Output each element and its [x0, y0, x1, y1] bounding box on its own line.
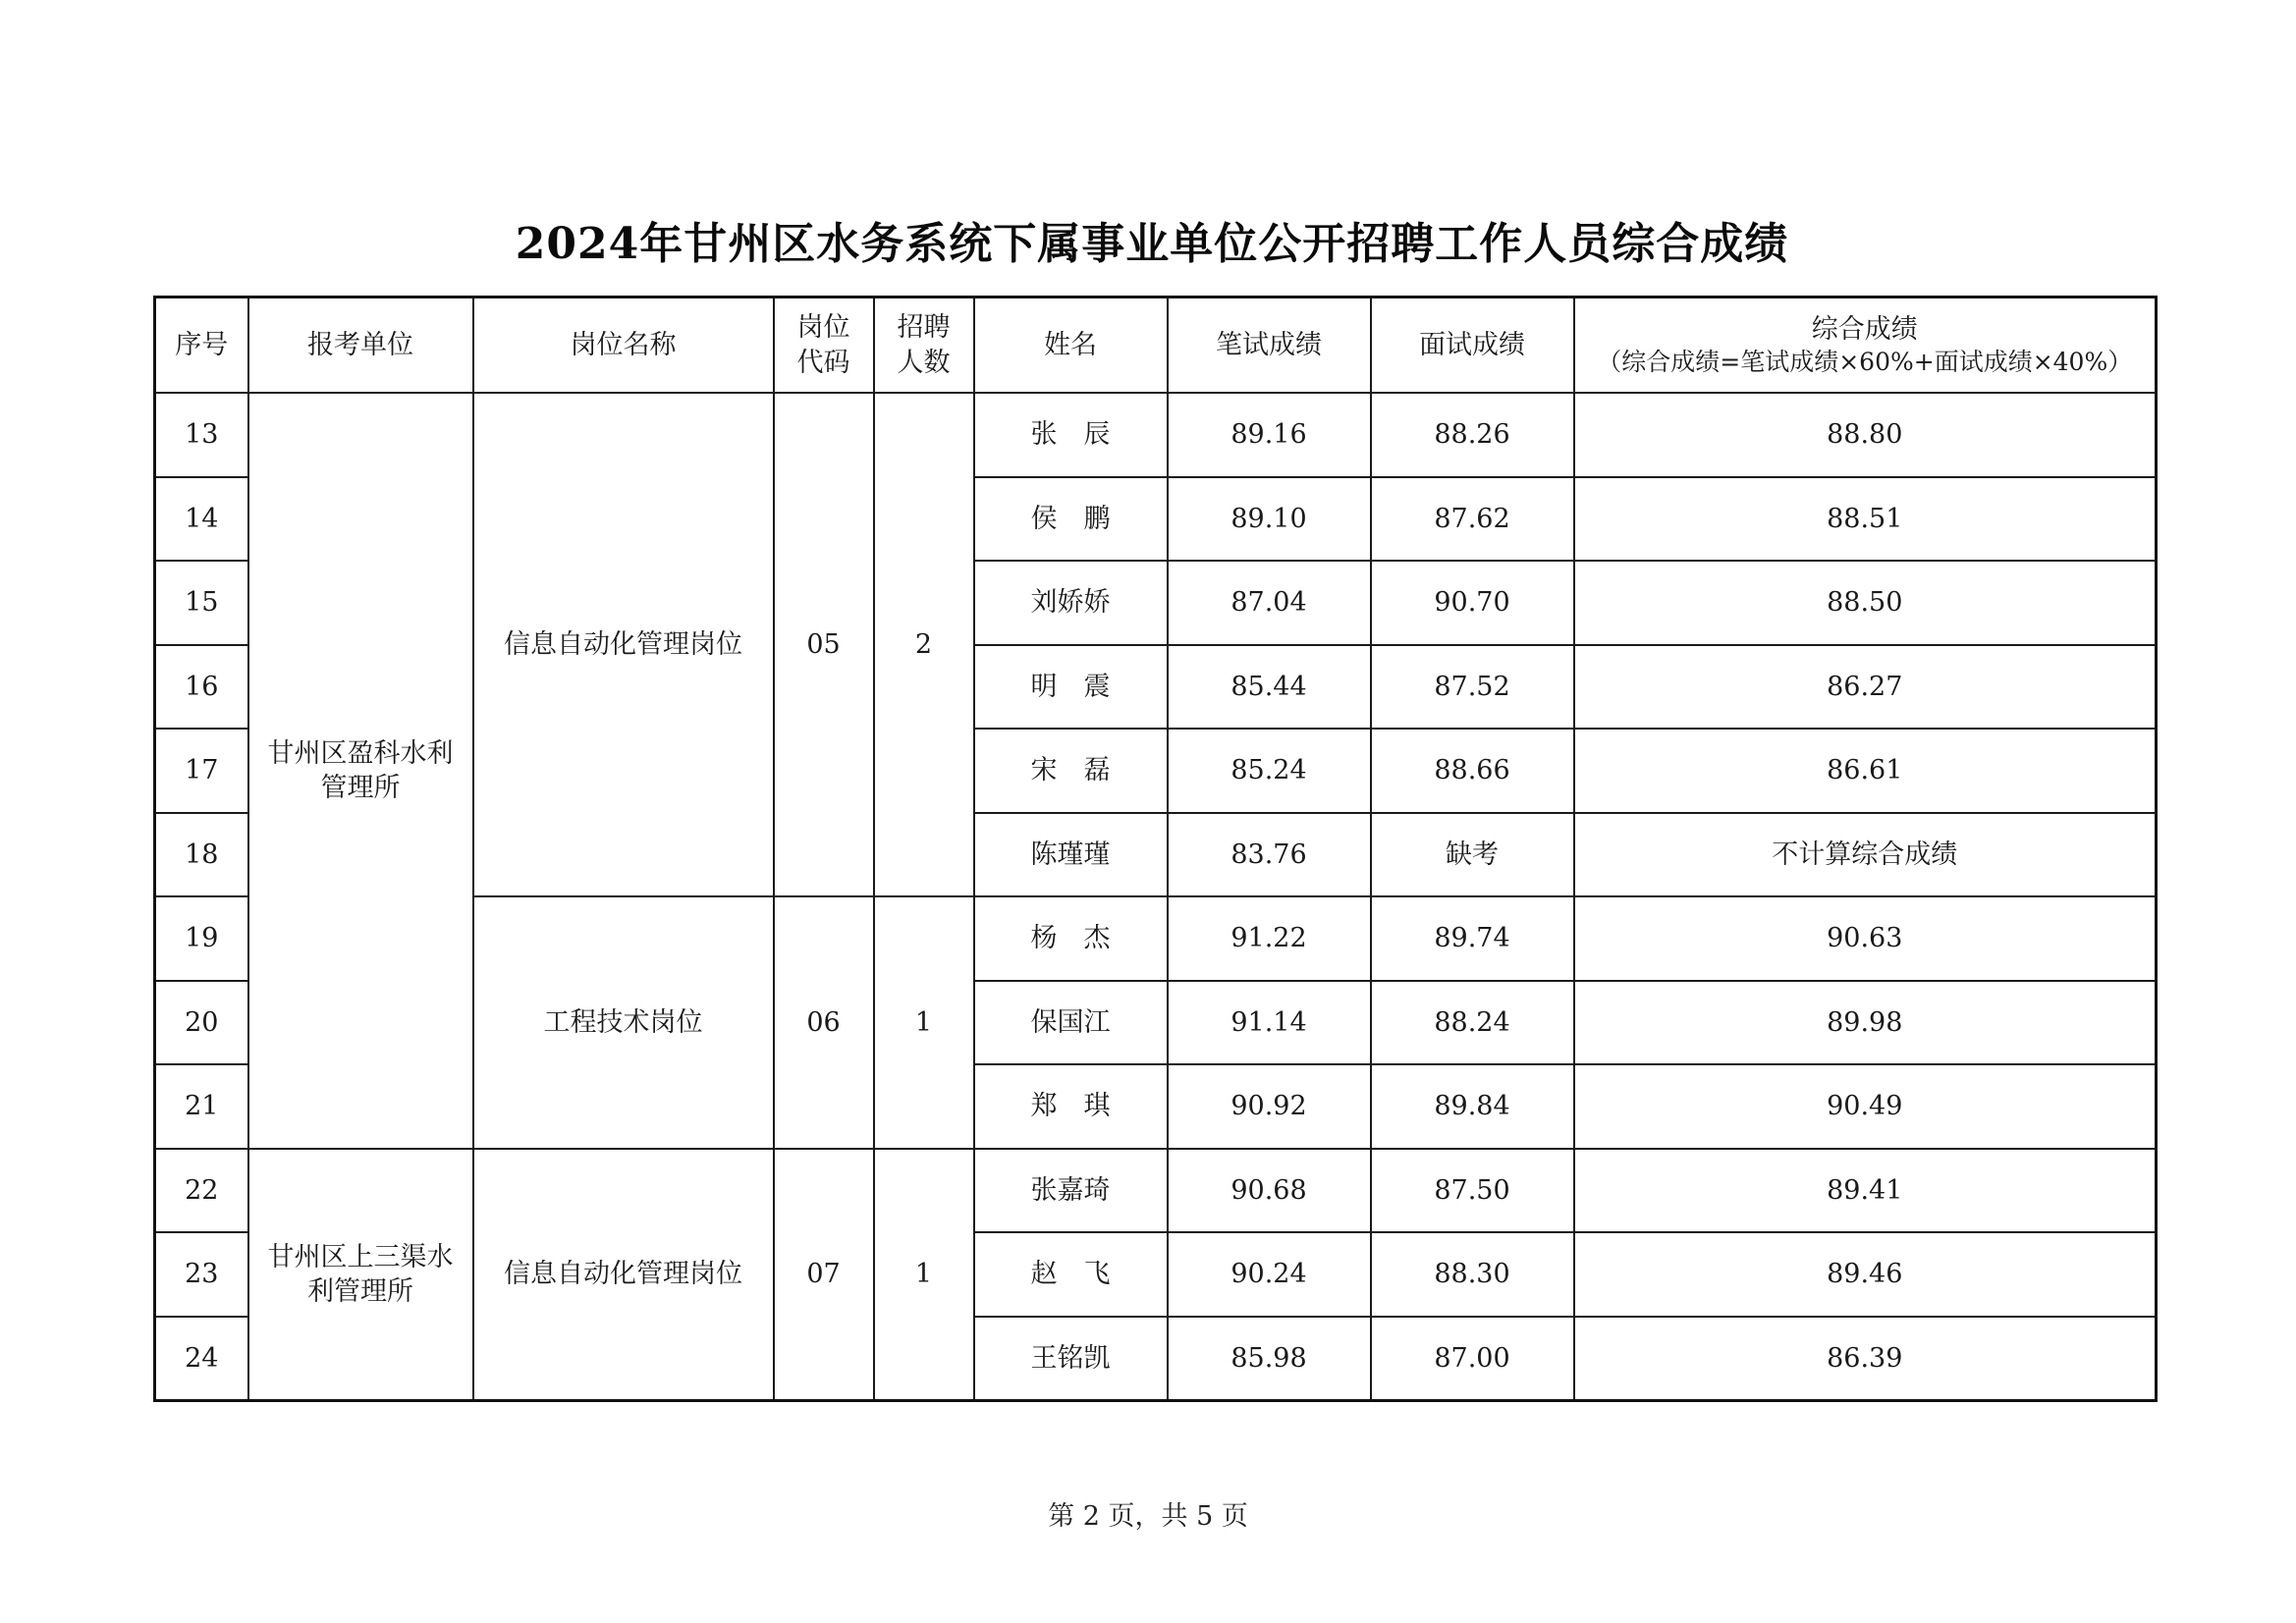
cell-name: 刘娇娇 [974, 561, 1168, 645]
cell-hire-2: 1 [874, 896, 974, 1149]
cell-interview: 88.24 [1371, 981, 1574, 1065]
cell-name: 张嘉琦 [974, 1149, 1168, 1233]
header-total [1574, 298, 2157, 394]
cell-interview: 88.30 [1371, 1232, 1574, 1317]
cell-interview: 90.70 [1371, 561, 1574, 645]
cell-seq: 14 [155, 477, 248, 562]
cell-seq: 19 [155, 896, 248, 981]
page-title: 2024年甘州区水务系统下属事业单位公开招聘工作人员综合成绩 [515, 219, 1789, 269]
cell-name: 赵 飞 [974, 1232, 1168, 1317]
cell-written: 91.22 [1168, 896, 1371, 981]
cell-interview: 87.62 [1371, 477, 1574, 562]
header-name: 姓名 [974, 298, 1168, 394]
cell-total: 88.50 [1574, 561, 2157, 645]
cell-seq: 15 [155, 561, 248, 645]
cell-interview: 缺考 [1371, 813, 1574, 897]
cell-name: 杨 杰 [974, 896, 1168, 981]
cell-name: 侯 鹏 [974, 477, 1168, 562]
cell-interview: 88.26 [1371, 393, 1574, 477]
cell-name: 郑 琪 [974, 1064, 1168, 1149]
cell-total: 89.98 [1574, 981, 2157, 1065]
table-row [155, 393, 2157, 477]
cell-written: 91.14 [1168, 981, 1371, 1065]
cell-total: 89.46 [1574, 1232, 2157, 1317]
header-hire-line2: 人数 [897, 347, 951, 378]
cell-seq: 22 [155, 1149, 248, 1233]
cell-post-1: 信息自动化管理岗位 [473, 393, 774, 896]
cell-code-3: 07 [774, 1149, 874, 1401]
cell-written: 85.24 [1168, 729, 1371, 813]
cell-seq: 24 [155, 1317, 248, 1401]
cell-written: 90.92 [1168, 1064, 1371, 1149]
cell-seq: 20 [155, 981, 248, 1065]
cell-written: 90.24 [1168, 1232, 1371, 1317]
cell-total: 90.63 [1574, 896, 2157, 981]
cell-seq: 17 [155, 729, 248, 813]
cell-seq: 21 [155, 1064, 248, 1149]
cell-name: 王铭凯 [974, 1317, 1168, 1401]
cell-written: 83.76 [1168, 813, 1371, 897]
header-unit: 报考单位 [248, 298, 473, 394]
header-post: 岗位名称 [473, 298, 774, 394]
header-hire-count [874, 298, 974, 394]
cell-name: 张 辰 [974, 393, 1168, 477]
cell-unit-b: 甘州区上三渠水利管理所 [248, 1149, 473, 1401]
cell-post-3: 信息自动化管理岗位 [473, 1149, 774, 1401]
cell-total: 90.49 [1574, 1064, 2157, 1149]
cell-post-2: 工程技术岗位 [473, 896, 774, 1149]
cell-name: 陈瑾瑾 [974, 813, 1168, 897]
header-total-formula: （综合成绩=笔试成绩×60%+面试成绩×40%） [1597, 347, 2133, 376]
header-total-label: 综合成绩 [1811, 313, 1918, 345]
cell-total: 88.51 [1574, 477, 2157, 562]
cell-total: 89.41 [1574, 1149, 2157, 1233]
cell-hire-1: 2 [874, 393, 974, 896]
cell-seq: 16 [155, 645, 248, 730]
cell-written: 89.10 [1168, 477, 1371, 562]
cell-seq: 18 [155, 813, 248, 897]
cell-interview: 89.74 [1371, 896, 1574, 981]
header-code-line2: 代码 [796, 347, 850, 378]
table-row [155, 1149, 2157, 1233]
cell-written: 87.04 [1168, 561, 1371, 645]
header-interview: 面试成绩 [1371, 298, 1574, 394]
cell-name: 明 震 [974, 645, 1168, 730]
header-row [155, 298, 2157, 394]
header-code [774, 298, 874, 394]
header-written: 笔试成绩 [1168, 298, 1371, 394]
cell-code-1: 05 [774, 393, 874, 896]
cell-total: 88.80 [1574, 393, 2157, 477]
cell-code-2: 06 [774, 896, 874, 1149]
cell-total: 86.61 [1574, 729, 2157, 813]
cell-total: 不计算综合成绩 [1574, 813, 2157, 897]
cell-written: 89.16 [1168, 393, 1371, 477]
cell-name: 保国江 [974, 981, 1168, 1065]
cell-interview: 88.66 [1371, 729, 1574, 813]
cell-unit-a: 甘州区盈科水利管理所 [248, 393, 473, 1149]
cell-name: 宋 磊 [974, 729, 1168, 813]
header-code-line1: 岗位 [796, 312, 850, 344]
cell-written: 85.44 [1168, 645, 1371, 730]
cell-interview: 87.00 [1371, 1317, 1574, 1401]
cell-written: 85.98 [1168, 1317, 1371, 1401]
cell-interview: 87.52 [1371, 645, 1574, 730]
page-footer: 第 2 页，共 5 页 [1048, 1501, 1248, 1532]
header-seq: 序号 [155, 298, 248, 394]
cell-written: 90.68 [1168, 1149, 1371, 1233]
cell-hire-3: 1 [874, 1149, 974, 1401]
cell-seq: 13 [155, 393, 248, 477]
cell-interview: 87.50 [1371, 1149, 1574, 1233]
cell-interview: 89.84 [1371, 1064, 1574, 1149]
cell-total: 86.39 [1574, 1317, 2157, 1401]
header-hire-line1: 招聘 [897, 312, 951, 344]
cell-seq: 23 [155, 1232, 248, 1317]
scores-table [153, 296, 2158, 1402]
cell-total: 86.27 [1574, 645, 2157, 730]
